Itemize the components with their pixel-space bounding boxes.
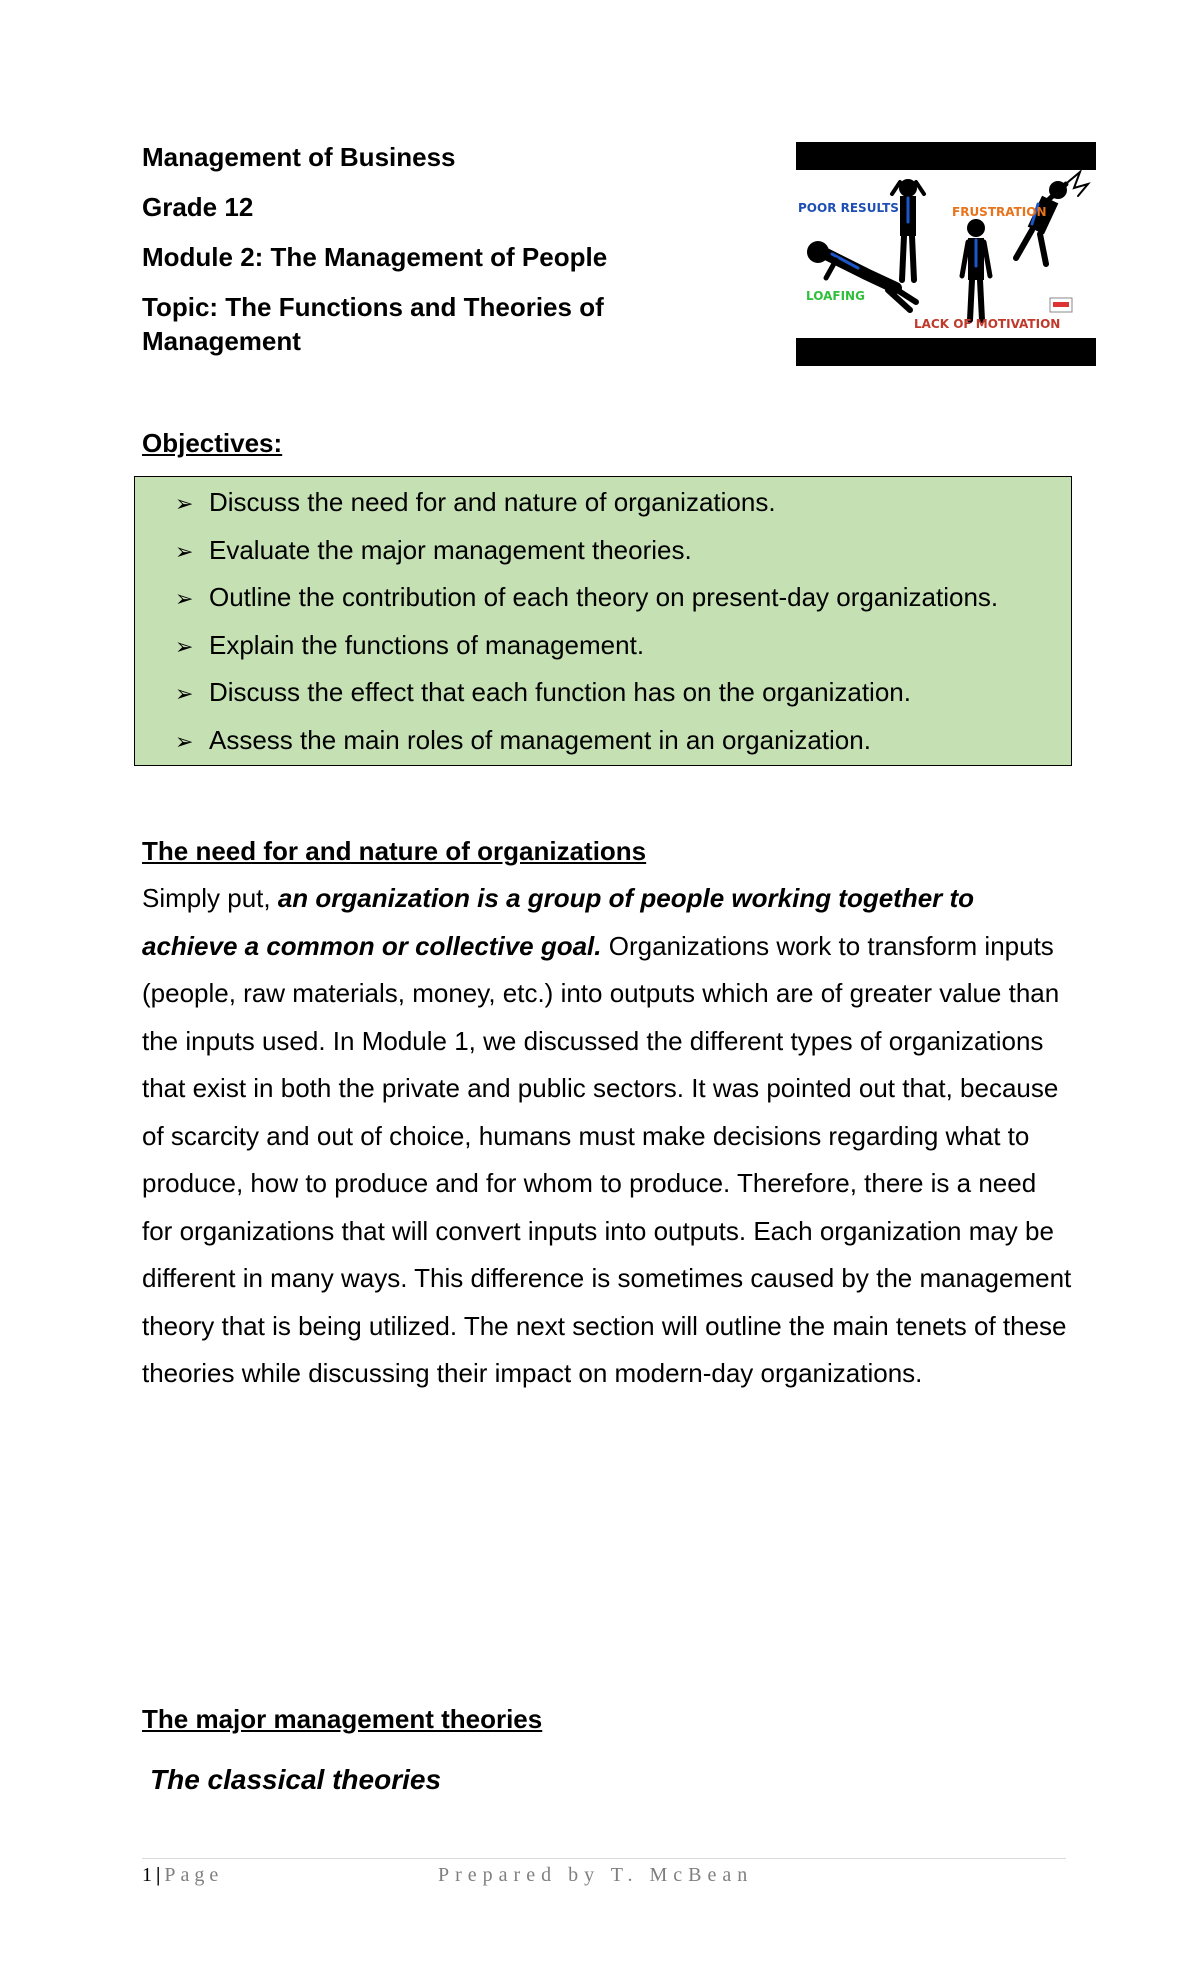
objectives-list (175, 479, 998, 764)
objective-text: Discuss the need for and nature of organizations. (209, 487, 776, 517)
objective-item (175, 479, 998, 527)
subject-heading: Management of Business (142, 142, 456, 172)
objective-item (175, 717, 998, 765)
objective-item (175, 669, 998, 717)
objective-text: Evaluate the major management theories. (209, 534, 692, 565)
objectives-box (134, 476, 1072, 766)
objective-text: Outline the contribution of each theory on present-day organizations. (209, 582, 999, 612)
page-number-value: 1 (142, 1864, 152, 1886)
topic-heading (142, 290, 702, 358)
paragraph-body: Organizations work to transform inputs (people, raw materials, money, etc.) into outputs which are of greater value than the inputs used. In Module 1, we discussed the different types of organizations that exist in both the private and public sectors. It was pointed out that, because of scarcity and out of choice, humans must make decisions regarding what to produce, how to produce and for whom to produce. Therefore, there is a need for organizations that will convert inputs into outputs. Each organization may be different in many ways. This difference is sometimes caused by the management theory that is being utilized. The next section will outline the main tenets of these theories while discussing their impact on modern-day organizations. (142, 930, 1072, 1388)
motivation-illustration (796, 142, 1096, 366)
objective-text: Assess the main roles of management in an organization. (209, 724, 871, 755)
arrow-bullet-icon: ➢ (175, 538, 194, 564)
arrow-bullet-icon: ➢ (175, 586, 194, 611)
lack-of-motivation-label: LACK OF MOTIVATION (914, 317, 1061, 331)
arrow-bullet-icon: ➢ (175, 681, 194, 706)
classical-theories-subtitle: The classical theories (150, 1764, 442, 1795)
topic-line-2: Management (142, 326, 301, 356)
arrow-bullet-icon: ➢ (175, 728, 194, 754)
topic-line-1: Topic: The Functions and Theories of (142, 292, 604, 322)
objective-text: Explain the functions of management. (209, 629, 645, 660)
objective-item (175, 622, 998, 670)
arrow-bullet-icon: ➢ (175, 633, 194, 659)
objective-text: Discuss the effect that each function has on the organization. (209, 677, 911, 707)
watermark-logo-mark (1053, 302, 1069, 307)
objective-item (175, 574, 998, 622)
objective-item (175, 527, 998, 575)
grade-heading: Grade 12 (142, 192, 254, 222)
illustration-svg (796, 142, 1096, 366)
frustration-label: FRUSTRATION (952, 205, 1047, 219)
module-heading: Module 2: The Management of People (142, 242, 608, 272)
need-section-paragraph (142, 875, 1072, 1398)
page-separator: | (156, 1864, 161, 1886)
page-number (142, 1864, 223, 1887)
loafing-label: LOAFING (806, 289, 865, 303)
paragraph-lead: Simply put, (142, 883, 278, 913)
page-label: Page (164, 1864, 224, 1886)
organization-definition: an organization is a group of people working together to achieve a common or collective goal. (142, 883, 975, 961)
arrow-bullet-icon: ➢ (175, 491, 194, 516)
need-section-title: The need for and nature of organizations (142, 836, 647, 866)
major-theories-title: The major management theories (142, 1704, 543, 1734)
objectives-title: Objectives: (142, 428, 283, 458)
prepared-by: Prepared by T. McBean (438, 1864, 754, 1886)
footer-divider (142, 1858, 1066, 1859)
poor-results-label: POOR RESULTS (798, 201, 899, 215)
